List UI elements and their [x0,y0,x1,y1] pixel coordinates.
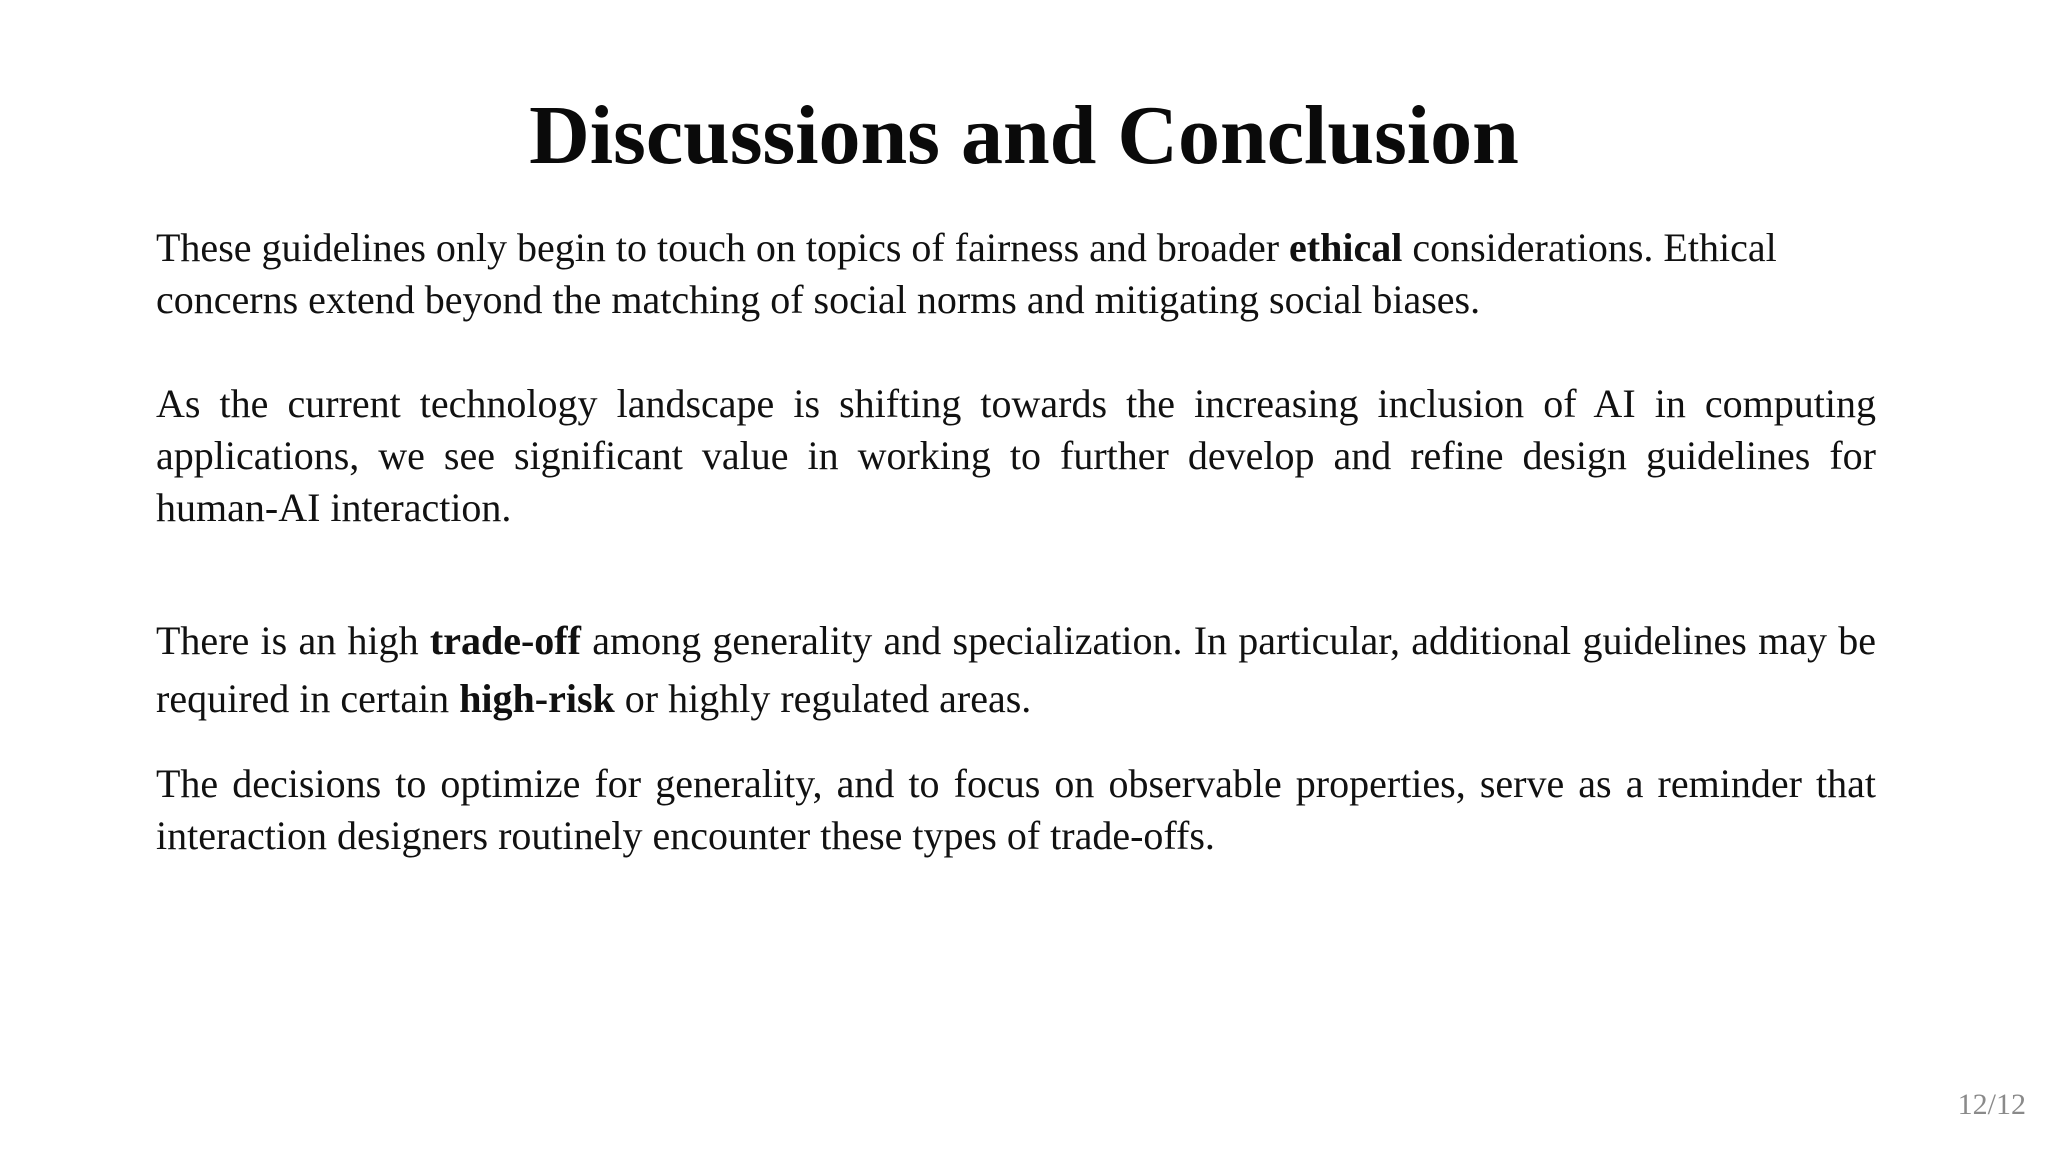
emphasis-high-risk: high-risk [459,676,615,721]
emphasis-ethical: ethical [1289,225,1403,270]
slide-title: Discussions and Conclusion [529,89,1519,182]
paragraph-ethics [156,222,1876,326]
paragraph-technology-landscape: As the current technology landscape is shifting towards the increasing inclusion of AI in computing applications, we see significant value in working to further develop and refine design guidelines for human-AI interaction. [156,381,1876,530]
paragraph-ethics-text-2: considerations. Ethical concerns extend beyond the matching of social norms and mitigating social biases. [156,225,1777,322]
paragraph-generality-decisions: The decisions to optimize for generality, and to focus on observable properties, serve as a reminder that interaction designers routinely encounter these types of trade-offs. [156,761,1876,858]
page-number: 12/12 [1957,1088,2026,1121]
paragraph-ethics-text-1: These guidelines only begin to touch on topics of fairness and broader [156,225,1290,270]
paragraph-trade-off [156,612,1876,728]
paragraph-trade-off-text-2: among generality and specialization. In particular, additional guidelines may be required in certain [156,618,1877,721]
emphasis-trade-off: trade-off [429,618,581,663]
paragraph-trade-off-text-1: There is an high [156,618,430,663]
paragraph-trade-off-text-3: or highly regulated areas. [614,676,1032,721]
